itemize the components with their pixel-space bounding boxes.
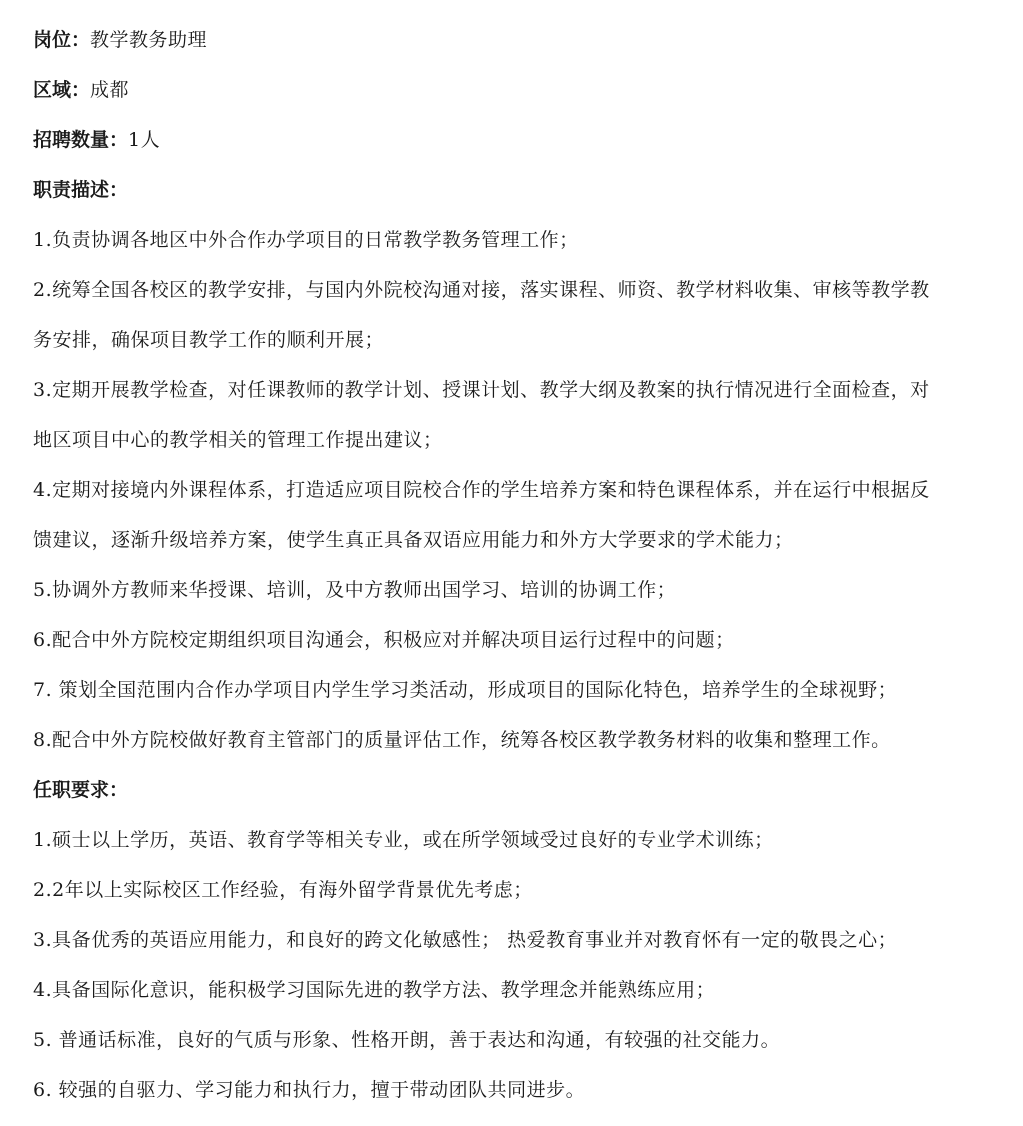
duty-line: 1.负责协调各地区中外合作办学项目的日常教学教务管理工作； — [33, 229, 579, 251]
duty-line: 地区项目中心的教学相关的管理工作提出建议； — [33, 429, 443, 451]
hiring-count-value: 1人 — [128, 129, 161, 151]
region-row — [33, 65, 1008, 115]
region-label: 区域： — [33, 79, 91, 101]
duty-line: 5.协调外方教师来华授课、培训，及中方教师出国学习、培训的协调工作； — [33, 579, 677, 601]
requirement-line: 4.具备国际化意识，能积极学习国际先进的教学方法、教学理念并能熟练应用； — [33, 979, 716, 1001]
duty-line: 6.配合中外方院校定期组织项目沟通会，积极应对并解决项目运行过程中的问题； — [33, 629, 735, 651]
requirement-line: 5. 普通话标准，良好的气质与形象、性格开朗，善于表达和沟通，有较强的社交能力。 — [33, 1029, 781, 1051]
requirement-line: 3.具备优秀的英语应用能力，和良好的跨文化敏感性； 热爱教育事业并对教育怀有一定的敬畏之心； — [33, 929, 898, 951]
duty-line: 8.配合中外方院校做好教育主管部门的质量评估工作，统筹各校区教学教务材料的收集和整理工作。 — [33, 729, 891, 751]
hiring-count-row — [33, 115, 1008, 165]
requirements-heading: 任职要求： — [33, 779, 129, 801]
duty-line: 4.定期对接境内外课程体系，打造适应项目院校合作的学生培养方案和特色课程体系，并在运行中根据反 — [33, 479, 930, 501]
duty-line: 馈建议，逐渐升级培养方案，使学生真正具备双语应用能力和外方大学要求的学术能力； — [33, 529, 794, 551]
duty-line: 2.统筹全国各校区的教学安排，与国内外院校沟通对接，落实课程、师资、教学材料收集、审核等教学教 — [33, 279, 930, 301]
requirement-line: 1.硕士以上学历，英语、教育学等相关专业，或在所学领域受过良好的专业学术训练； — [33, 829, 774, 851]
duty-line: 务安排，确保项目教学工作的顺利开展； — [33, 329, 385, 351]
requirement-line: 2.2年以上实际校区工作经验，有海外留学背景优先考虑； — [33, 879, 533, 901]
duty-line: 7. 策划全国范围内合作办学项目内学生学习类活动，形成项目的国际化特色，培养学生的全球视野； — [33, 679, 898, 701]
position-label: 岗位： — [33, 29, 91, 51]
position-value: 教学教务助理 — [90, 29, 208, 51]
hiring-count-label: 招聘数量： — [33, 129, 129, 151]
duty-line: 3.定期开展教学检查，对任课教师的教学计划、授课计划、教学大纲及教案的执行情况进行全面检查，对 — [33, 379, 930, 401]
position-row — [33, 15, 1008, 65]
region-value: 成都 — [90, 79, 130, 101]
requirement-line: 6. 较强的自驱力、学习能力和执行力，擅于带动团队共同进步。 — [33, 1079, 586, 1101]
job-posting-document — [33, 15, 1008, 1115]
duties-heading: 职责描述： — [33, 179, 129, 201]
